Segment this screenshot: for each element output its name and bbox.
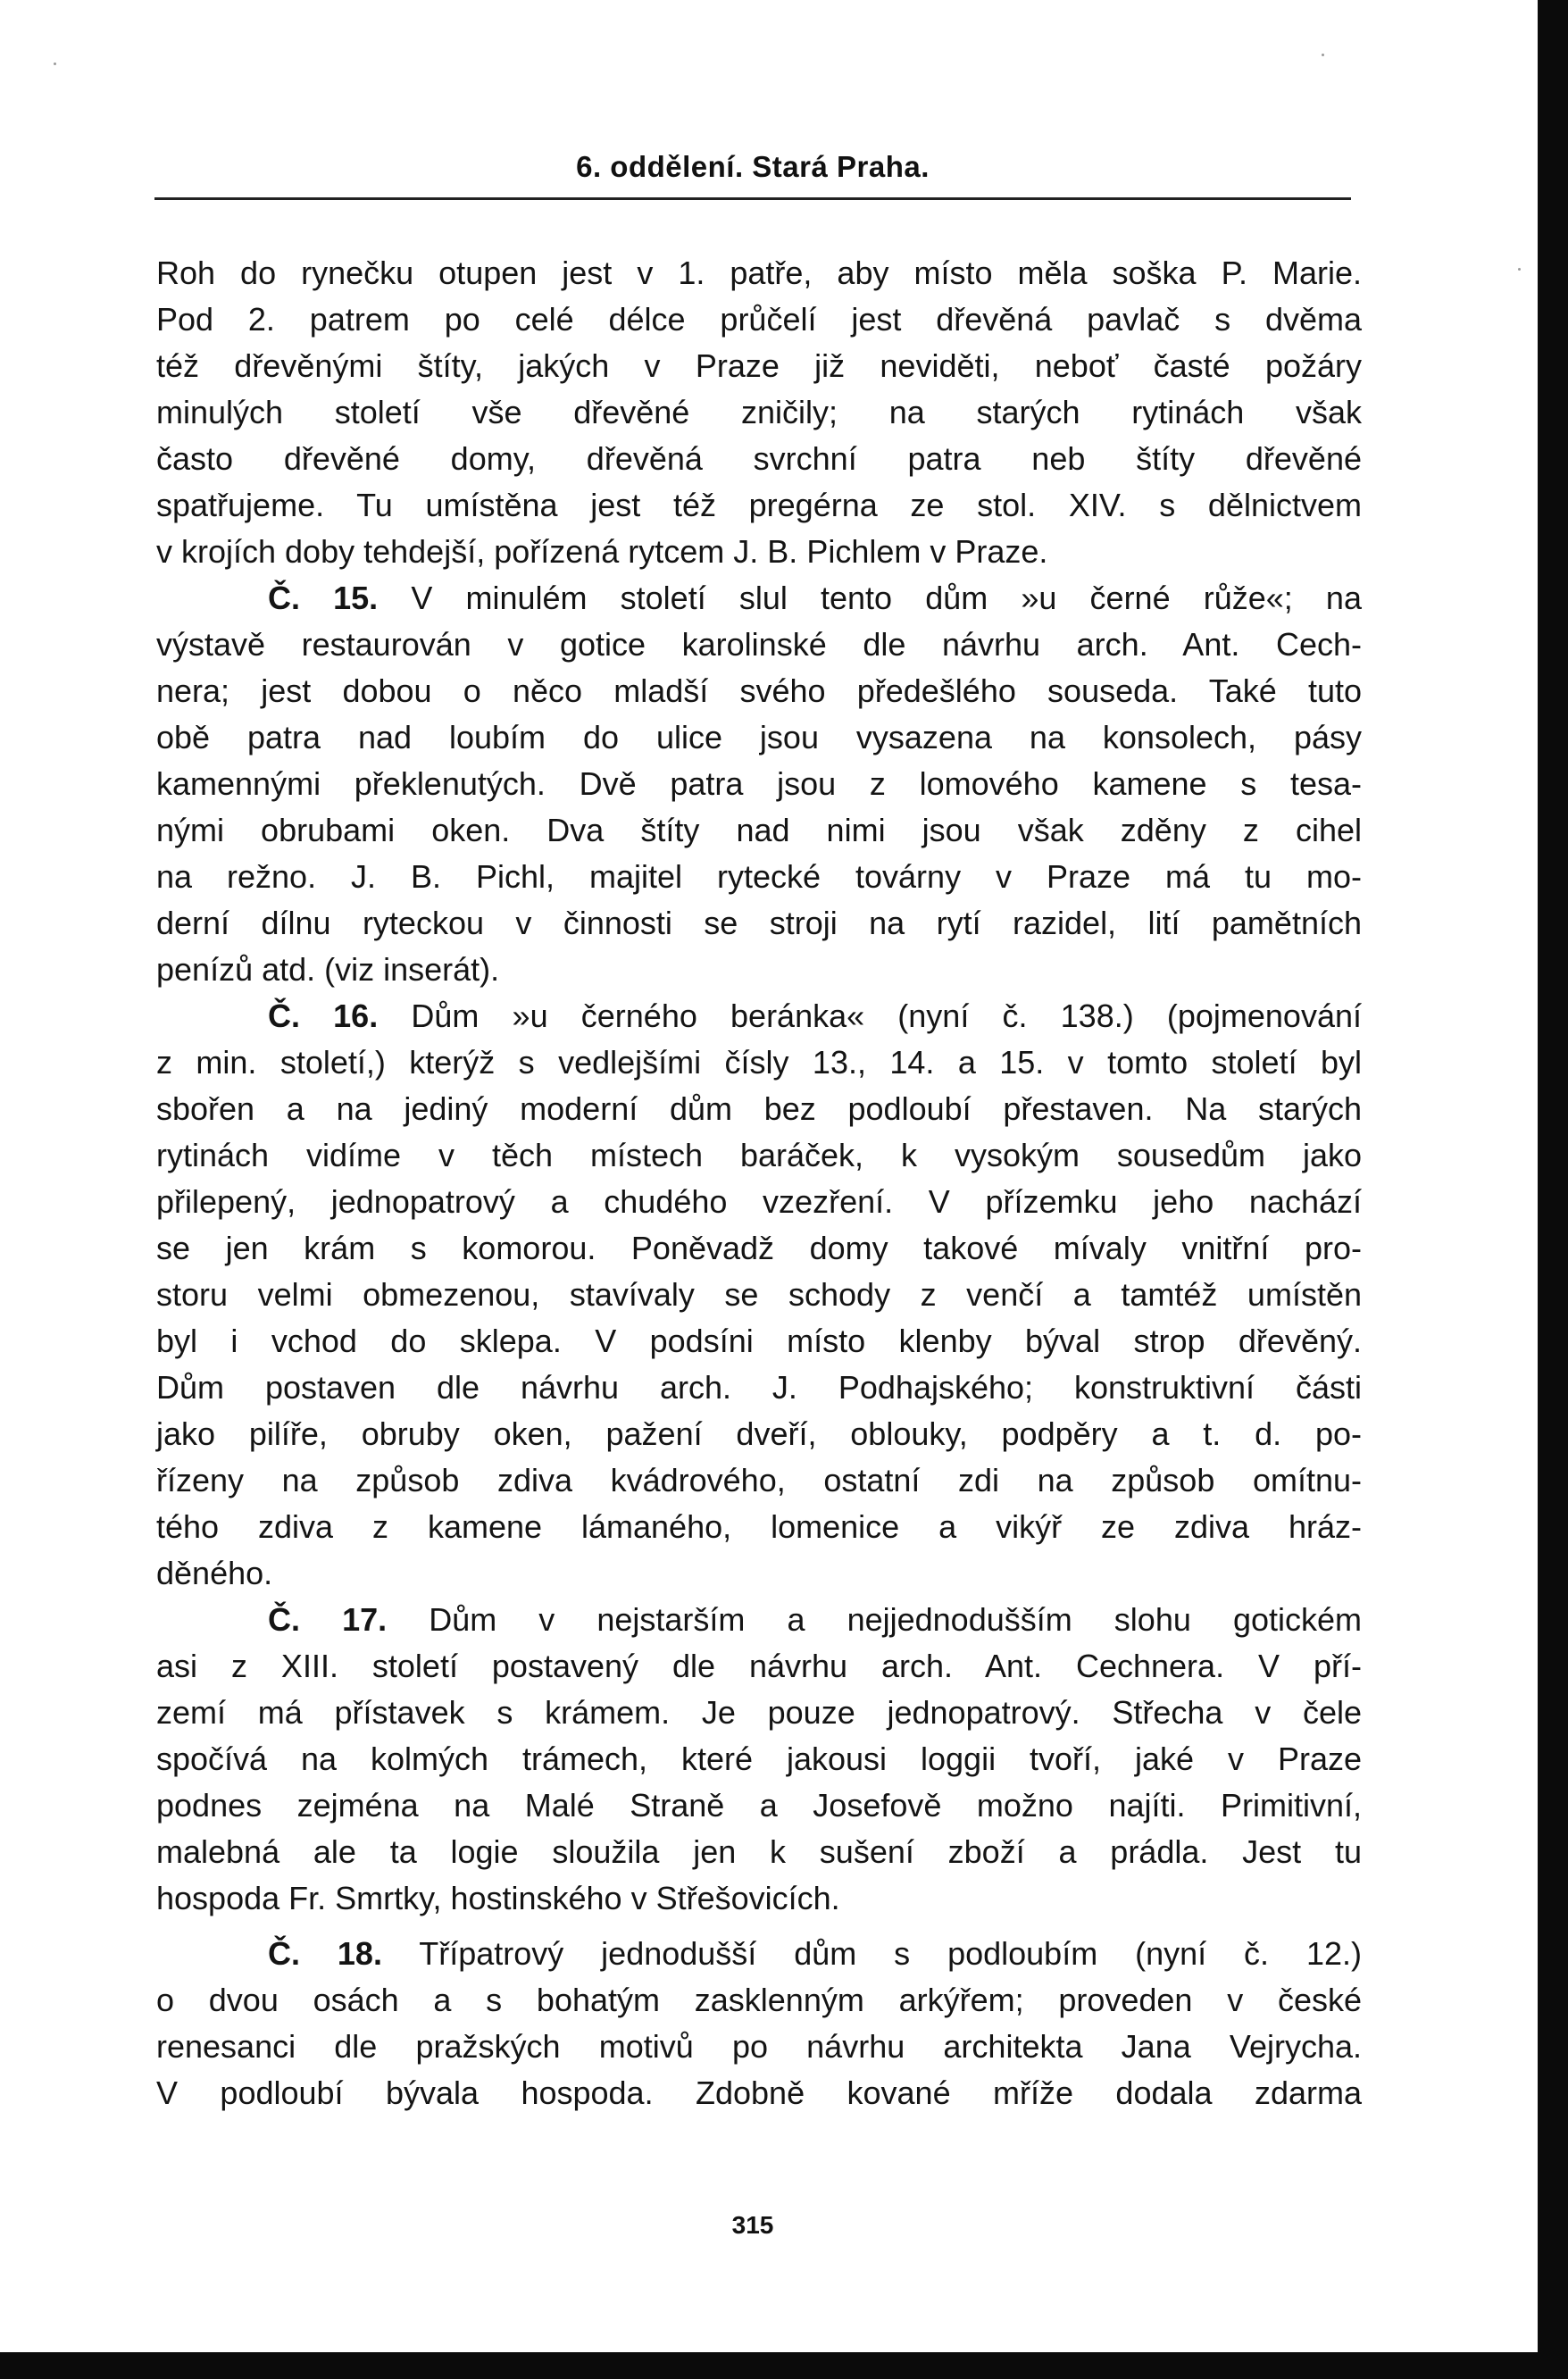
text-line: Roh do rynečku otupen jest v 1. patře, aby místo měla soška P. Marie. [156,255,1362,291]
text-line: děného. [156,1555,273,1591]
paragraph [156,575,1362,993]
paragraph [156,1597,1362,1922]
paragraph-number: Č. 18. [268,1935,382,1972]
paragraph-number: Č. 16. [268,998,379,1034]
text-line [156,575,1362,622]
text-line: z min. století,) kterýž s vedlejšími čísly 13., 14. a 15. v tomto století byl [156,1044,1362,1081]
text-line: V podloubí bývala hospoda. Zdobně kované mříže dodala zdarma [156,2074,1362,2111]
paragraph [156,993,1362,1597]
text-line [156,1931,1362,1977]
text-line: Dům postaven dle návrhu arch. J. Podhajského; konstruktivní části [156,1369,1362,1406]
text-line: obě patra nad loubím do ulice jsou vysazena na konsolech, pásy [156,719,1362,755]
text-fragment: Dům v nejstarším a nejjednodušším slohu gotickém [429,1601,1362,1638]
text-line: malebná ale ta logie sloužila jen k sušení zboží a prádla. Jest tu [156,1833,1362,1870]
text-line: zemí má přístavek s krámem. Je pouze jednopatrový. Střecha v čele [156,1694,1362,1731]
text-line: byl i vchod do sklepa. V podsíni místo klenby býval strop dřevěný. [156,1323,1362,1359]
text-line: nými obrubami oken. Dva štíty nad nimi jsou však zděny z cihel [156,812,1362,848]
text-line: spočívá na kolmých trámech, které jakousi loggii tvoří, jaké v Praze [156,1740,1362,1777]
text-line: Pod 2. patrem po celé délce průčelí jest dřevěná pavlač s dvěma [156,301,1362,338]
text-line [156,993,1362,1039]
text-line: výstavě restaurován v gotice karolinské dle návrhu arch. Ant. Cech- [156,626,1362,663]
text-line: tého zdiva z kamene lámaného, lomenice a vikýř ze zdiva hráz- [156,1508,1362,1545]
text-line: též dřevěnými štíty, jakých v Praze již neviděti, neboť časté požáry [156,347,1362,384]
header-rule [154,197,1351,200]
text-line: storu velmi obmezenou, stavívaly se schody z venčí a tamtéž umístěn [156,1276,1362,1313]
text-line: jako pilíře, obruby oken, pažení dveří, oblouky, podpěry a t. d. po- [156,1415,1362,1452]
text-line: kamennými překlenutých. Dvě patra jsou z lomového kamene s tesa- [156,765,1362,802]
text-line: přilepený, jednopatrový a chudého vzezření. V přízemku jeho nachází [156,1183,1362,1220]
text-line: sbořen a na jediný moderní dům bez podloubí přestaven. Na starých [156,1090,1362,1127]
text-line: spatřujeme. Tu umístěna jest též pregérna ze stol. XIV. s dělnictvem [156,487,1362,523]
text-line: často dřevěné domy, dřevěná svrchní patra neb štíty dřevěné [156,440,1362,477]
paragraph-number: Č. 17. [268,1601,388,1638]
paragraph [156,1931,1362,2116]
text-line [156,1597,1362,1643]
text-line: renesanci dle pražských motivů po návrhu architekta Jana Vejrycha. [156,2028,1362,2065]
scan-speck [54,63,56,65]
text-line: rytinách vidíme v těch místech baráček, k vysokým sousedům jako [156,1137,1362,1173]
text-line: řízeny na způsob zdiva kvádrového, ostatní zdi na způsob omítnu- [156,1462,1362,1498]
paragraph [156,250,1362,575]
text-line: nera; jest dobou o něco mladší svého předešlého souseda. Také tuto [156,672,1362,709]
text-line: v krojích doby tehdejší, pořízená rytcem J. B. Pichlem v Praze. [156,533,1048,570]
text-line: derní dílnu ryteckou v činnosti se stroji na rytí razidel, lití pamětních [156,905,1362,941]
text-fragment: Třípatrový jednodušší dům s podloubím (nyní č. 12.) [419,1935,1362,1972]
page-number: 315 [731,2211,774,2239]
text-fragment: V minulém století slul tento dům »u černé růže«; na [411,580,1362,616]
text-fragment: Dům »u černého beránka« (nyní č. 138.) (pojmenování [411,998,1363,1034]
page-header: 6. oddělení. Stará Praha. [576,150,930,183]
text-line: hospoda Fr. Smrtky, hostinského v Střešovicích. [156,1880,840,1916]
scan-speck [1322,54,1324,56]
paragraph-number: Č. 15. [268,580,379,616]
text-line: o dvou osách a s bohatým zasklenným arkýřem; proveden v české [156,1982,1362,2018]
scan-speck [1518,268,1521,271]
text-line: penízů atd. (viz inserát). [156,951,500,988]
body-text [156,250,1362,2116]
text-line: minulých století vše dřevěné zničily; na starých rytinách však [156,394,1362,430]
text-line: se jen krám s komorou. Poněvadž domy takové mívaly vnitřní pro- [156,1230,1362,1266]
text-line: na režno. J. B. Pichl, majitel rytecké továrny v Praze má tu mo- [156,858,1362,895]
text-line: podnes zejména na Malé Straně a Josefově možno najíti. Primitivní, [156,1787,1362,1824]
text-line: asi z XIII. století postavený dle návrhu arch. Ant. Cechnera. V pří- [156,1648,1362,1684]
